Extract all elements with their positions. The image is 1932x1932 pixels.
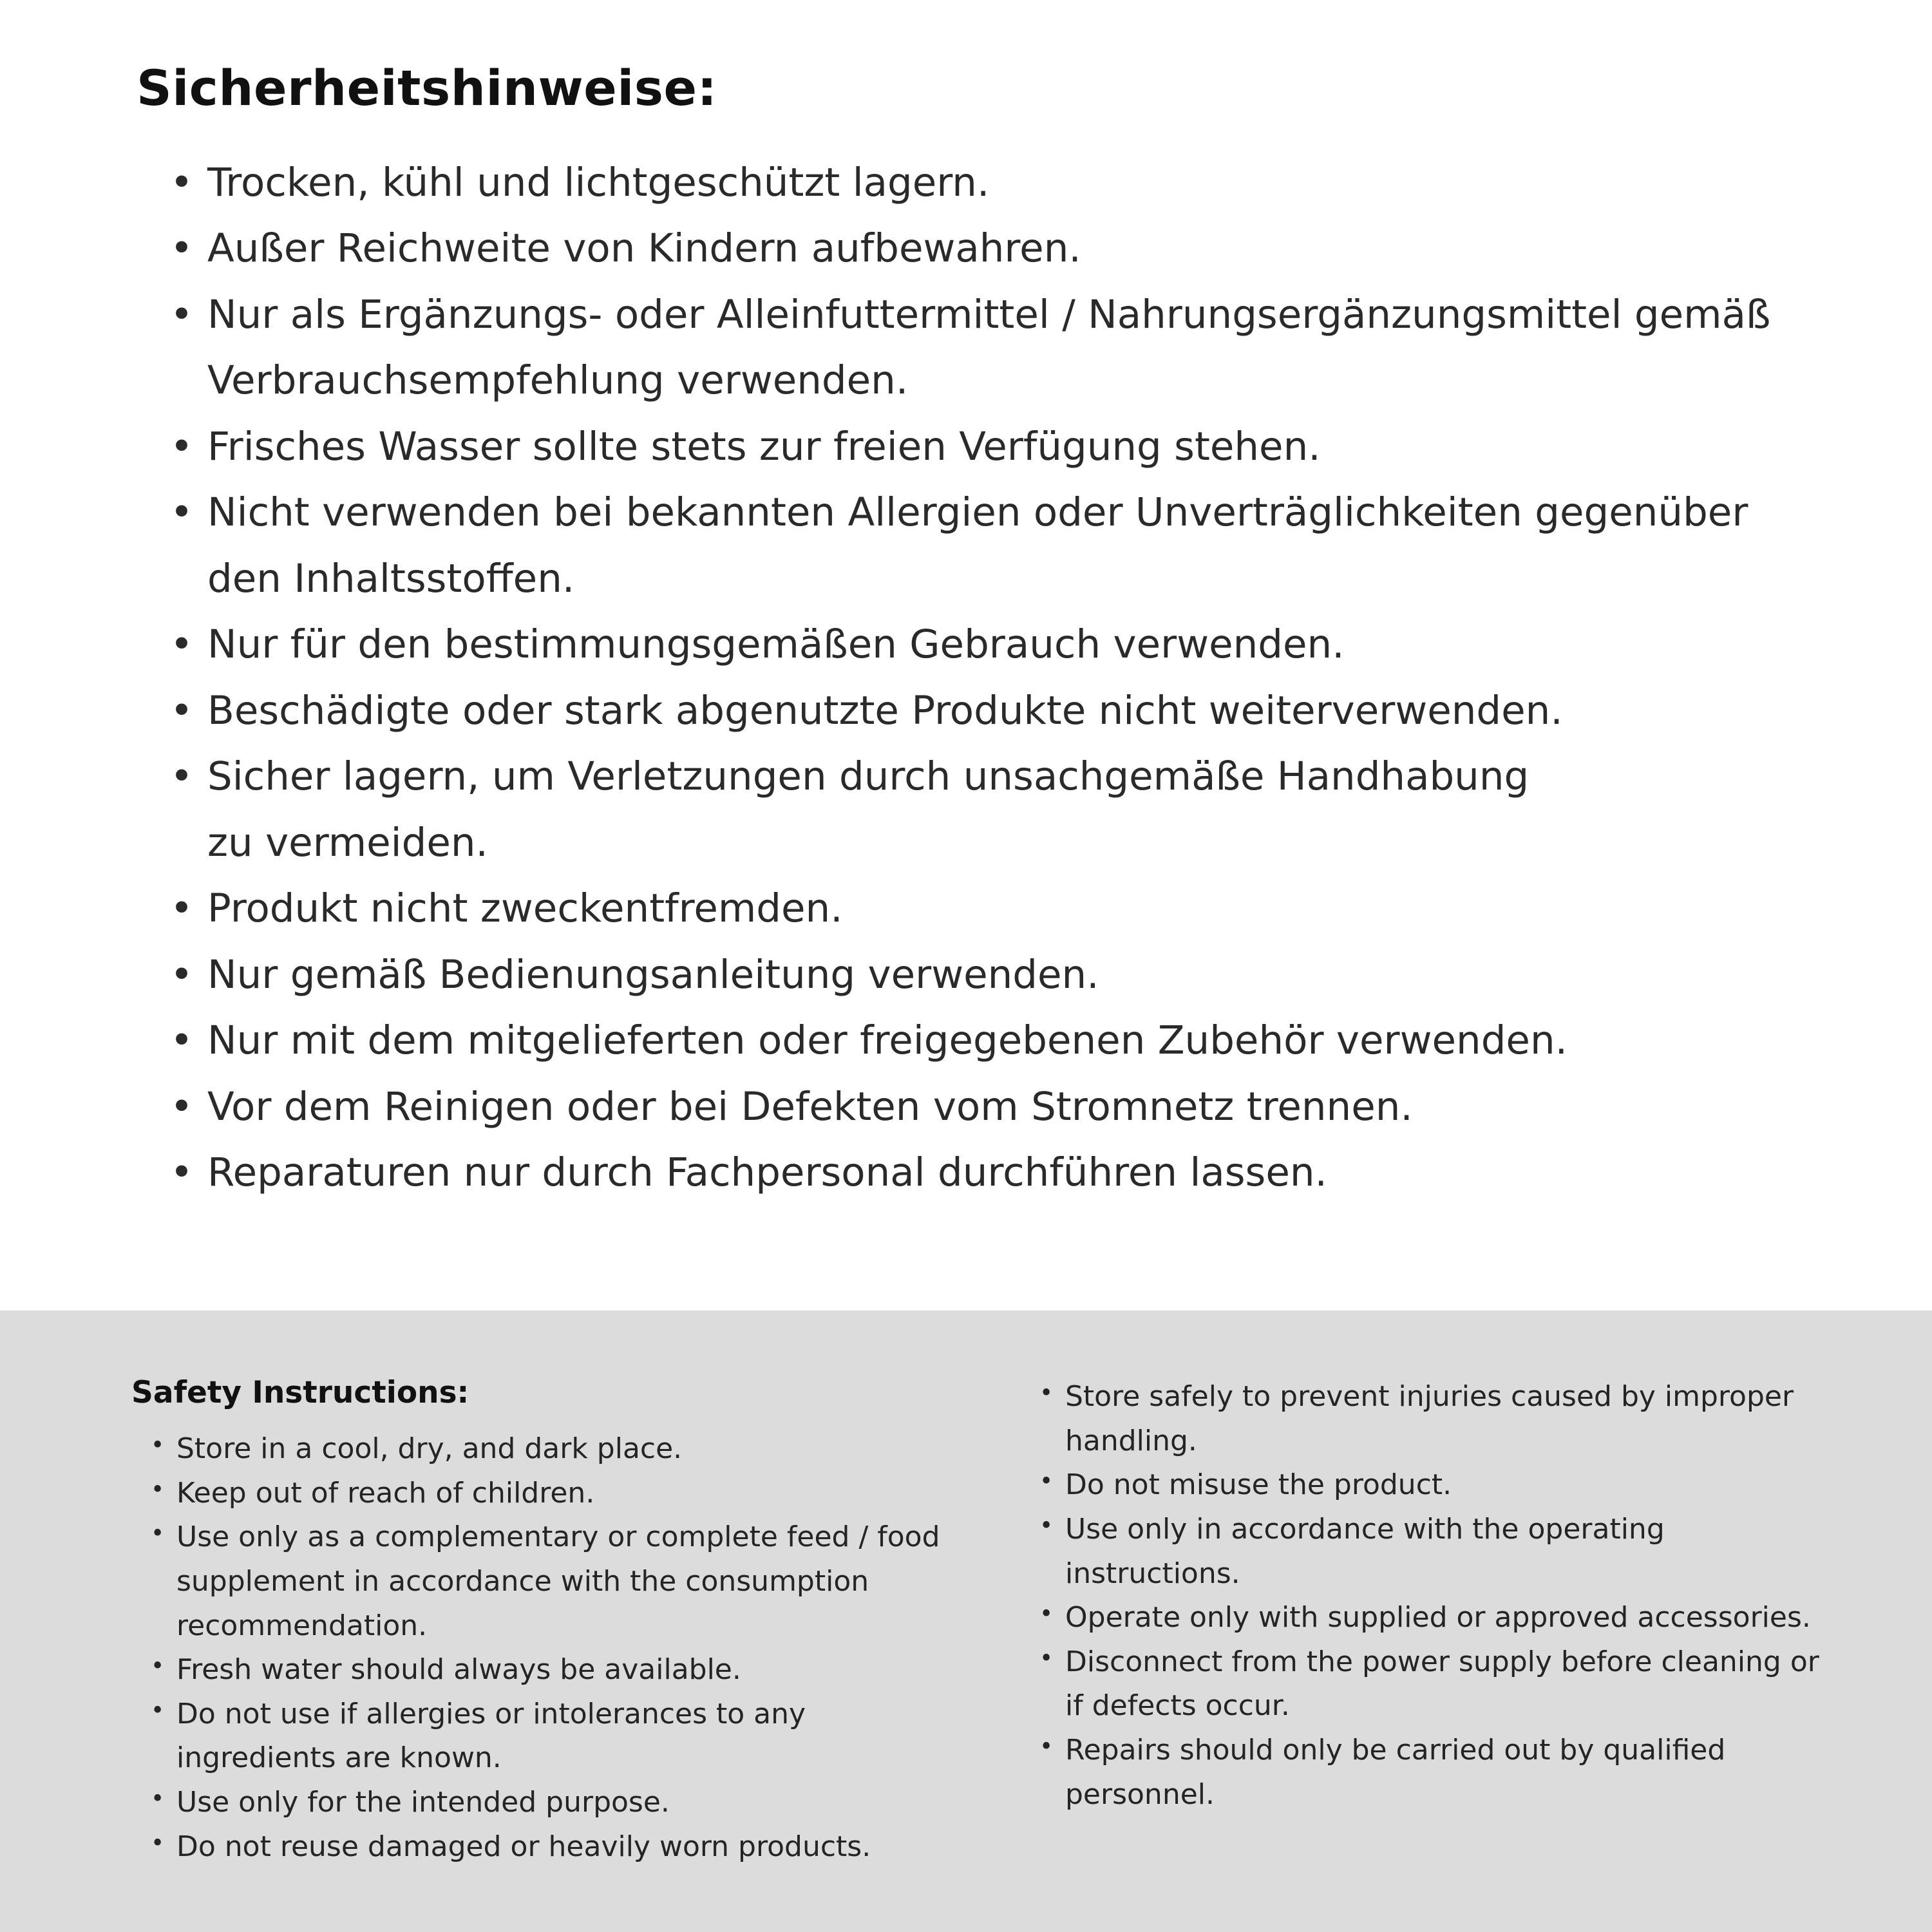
german-safety-item: • Trocken, kühl und lichtgeschützt lagern. xyxy=(166,150,1785,216)
english-section-title: Safety Instructions: xyxy=(131,1375,469,1410)
english-left-column xyxy=(131,1375,969,1932)
german-section-title: Sicherheitshinweise: xyxy=(137,59,717,117)
german-safety-list xyxy=(137,150,1842,1206)
german-safety-item: • Nicht verwenden bei bekannten Allergien oder Unverträglichkeiten gegenüber den Inhaltsstoffen. xyxy=(166,480,1785,612)
german-safety-item: • Nur für den bestimmungsgemäßen Gebrauch verwenden. xyxy=(166,612,1785,677)
german-safety-item: • Nur mit dem mitgelieferten oder freigegebenen Zubehör verwenden. xyxy=(166,1008,1785,1074)
english-safety-item: • Do not reuse damaged or heavily worn products. xyxy=(148,1825,969,1870)
german-safety-item: • Beschädigte oder stark abgenutzte Produkte nicht weiterverwenden. xyxy=(166,678,1785,744)
english-safety-item: • Use only as a complementary or complete feed / food supplement in accordance with the consumption recommendation. xyxy=(148,1515,969,1648)
english-safety-item: • Disconnect from the power supply before cleaning or if defects occur. xyxy=(1037,1640,1842,1728)
english-safety-item: • Fresh water should always be available. xyxy=(148,1648,969,1692)
english-safety-list-right xyxy=(1037,1375,1842,1817)
german-safety-item: • Reparaturen nur durch Fachpersonal durchführen lassen. xyxy=(166,1140,1785,1206)
english-safety-section xyxy=(0,1311,1932,1932)
english-safety-item: • Use only for the intended purpose. xyxy=(148,1781,969,1825)
english-right-column xyxy=(1037,1375,1842,1932)
english-safety-item: • Do not use if allergies or intolerances to any ingredients are known. xyxy=(148,1692,969,1781)
german-safety-item: • Nur gemäß Bedienungsanleitung verwenden. xyxy=(166,942,1785,1008)
german-safety-item: • Produkt nicht zweckentfremden. xyxy=(166,876,1785,942)
english-safety-item: • Keep out of reach of children. xyxy=(148,1472,969,1516)
german-safety-item: • Außer Reichweite von Kindern aufbewahren. xyxy=(166,216,1785,281)
english-safety-list-left xyxy=(148,1427,969,1869)
english-safety-item: • Operate only with supplied or approved accessories. xyxy=(1037,1596,1842,1640)
english-safety-item: • Store in a cool, dry, and dark place. xyxy=(148,1427,969,1472)
german-safety-item: • Frisches Wasser sollte stets zur freien Verfügung stehen. xyxy=(166,414,1785,480)
german-safety-item: • Vor dem Reinigen oder bei Defekten vom Stromnetz trennen. xyxy=(166,1074,1785,1140)
english-safety-item: • Use only in accordance with the operating instructions. xyxy=(1037,1508,1842,1596)
german-safety-item: • Sicher lagern, um Verletzungen durch unsachgemäße Handhabung zu vermeiden. xyxy=(166,744,1560,876)
english-safety-item: • Store safely to prevent injuries caused by improper handling. xyxy=(1037,1375,1842,1463)
german-safety-item: • Nur als Ergänzungs- oder Alleinfuttermittel / Nahrungsergänzungsmittel gemäß Verbrauchsempfehlung verwenden. xyxy=(166,282,1785,414)
english-safety-item: • Do not misuse the product. xyxy=(1037,1463,1842,1508)
english-safety-item: • Repairs should only be carried out by qualified personnel. xyxy=(1037,1728,1842,1817)
